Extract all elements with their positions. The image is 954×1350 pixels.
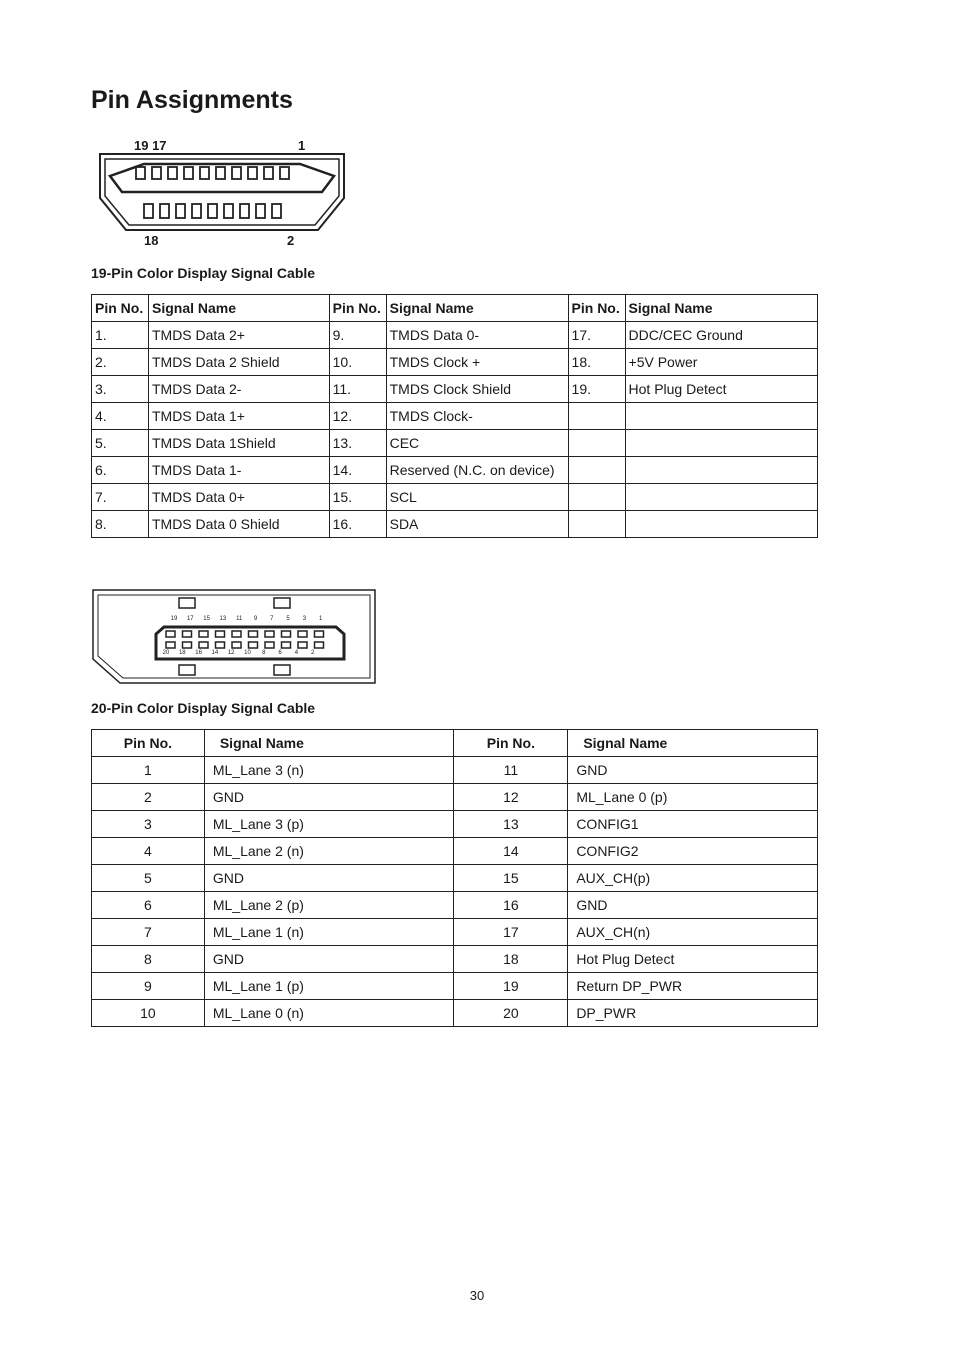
signal-name-cell: Hot Plug Detect bbox=[568, 946, 818, 973]
hdmi-pin bbox=[192, 204, 201, 218]
column-header-pin-no: Pin No. bbox=[92, 295, 149, 322]
table-row bbox=[92, 973, 818, 1000]
signal-name-cell: CONFIG1 bbox=[568, 811, 818, 838]
dp-pin bbox=[183, 631, 192, 637]
signal-name-cell: GND bbox=[204, 946, 454, 973]
dp-pin bbox=[166, 642, 175, 648]
pin-number-cell: 7. bbox=[92, 484, 149, 511]
dp-pin-label: 15 bbox=[203, 616, 210, 622]
dp-pin-label: 2 bbox=[311, 650, 315, 656]
pin-number-cell: 5. bbox=[92, 430, 149, 457]
dp-pin-label: 3 bbox=[302, 616, 307, 622]
signal-name-cell: SCL bbox=[386, 484, 568, 511]
hdmi-table-caption: 19-Pin Color Display Signal Cable bbox=[91, 265, 316, 281]
signal-name-cell: TMDS Data 1+ bbox=[148, 403, 329, 430]
signal-name-cell: TMDS Clock- bbox=[386, 403, 568, 430]
dp-pin bbox=[315, 631, 324, 637]
dp-pin bbox=[265, 631, 274, 637]
pin-number-cell: 18 bbox=[454, 946, 568, 973]
pin-number-cell: 16. bbox=[329, 511, 386, 538]
signal-name-cell: AUX_CH(p) bbox=[568, 865, 818, 892]
dp-pin-label: 6 bbox=[278, 650, 282, 656]
pin-number-cell: 8. bbox=[92, 511, 149, 538]
page-title: Pin Assignments bbox=[91, 86, 293, 114]
dp-pin bbox=[265, 642, 274, 648]
page-number: 30 bbox=[469, 1288, 485, 1303]
dp-pin bbox=[282, 631, 291, 637]
hdmi-pin bbox=[224, 204, 233, 218]
pin-number-cell bbox=[568, 403, 625, 430]
table-row bbox=[92, 1000, 818, 1027]
hdmi-pin bbox=[144, 204, 153, 218]
hdmi-pin bbox=[176, 204, 185, 218]
signal-name-cell: AUX_CH(n) bbox=[568, 919, 818, 946]
pin-number-cell: 11. bbox=[329, 376, 386, 403]
dp-pin-label: 1 bbox=[319, 616, 323, 622]
dp-pin-label: 5 bbox=[286, 616, 290, 622]
signal-name-cell: TMDS Data 2- bbox=[148, 376, 329, 403]
signal-name-cell: SDA bbox=[386, 511, 568, 538]
dp-pin-label: 10 bbox=[244, 650, 251, 656]
dp-pin bbox=[232, 642, 241, 648]
table-row bbox=[92, 349, 818, 376]
table-row bbox=[92, 757, 818, 784]
column-header-signal-name: Signal Name bbox=[625, 295, 817, 322]
pin-number-cell: 13. bbox=[329, 430, 386, 457]
dp-pin bbox=[216, 642, 225, 648]
displayport-connector-diagram bbox=[90, 587, 378, 687]
pin-number-cell: 17. bbox=[568, 322, 625, 349]
pin-number-cell: 15. bbox=[329, 484, 386, 511]
dp-pin-table bbox=[91, 729, 818, 1027]
dp-pin bbox=[249, 631, 258, 637]
table-row bbox=[92, 865, 818, 892]
dp-table-caption: 20-Pin Color Display Signal Cable bbox=[91, 700, 316, 716]
pin-number-cell: 6 bbox=[92, 892, 205, 919]
column-header-signal-name: Signal Name bbox=[568, 730, 818, 757]
signal-name-cell: ML_Lane 0 (p) bbox=[568, 784, 818, 811]
signal-name-cell: DP_PWR bbox=[568, 1000, 818, 1027]
table-row bbox=[92, 376, 818, 403]
hdmi-pin bbox=[240, 204, 249, 218]
column-header-pin-no: Pin No. bbox=[92, 730, 205, 757]
dp-pin bbox=[249, 642, 258, 648]
table-row bbox=[92, 511, 818, 538]
signal-name-cell: GND bbox=[204, 784, 454, 811]
table-row bbox=[92, 811, 818, 838]
hdmi-pin-label-1: 1 bbox=[298, 138, 306, 153]
signal-name-cell bbox=[625, 430, 817, 457]
dp-pin-label: 20 bbox=[162, 650, 170, 656]
signal-name-cell: +5V Power bbox=[625, 349, 817, 376]
pin-number-cell: 17 bbox=[454, 919, 568, 946]
pin-number-cell: 8 bbox=[92, 946, 205, 973]
hdmi-pin-label-18: 18 bbox=[144, 233, 159, 248]
pin-number-cell: 11 bbox=[454, 757, 568, 784]
pin-number-cell: 1 bbox=[92, 757, 205, 784]
pin-number-cell: 3 bbox=[92, 811, 205, 838]
pin-number-cell: 2 bbox=[92, 784, 205, 811]
pin-number-cell: 1. bbox=[92, 322, 149, 349]
table-row bbox=[92, 892, 818, 919]
signal-name-cell: GND bbox=[204, 865, 454, 892]
table-row bbox=[92, 919, 818, 946]
pin-number-cell: 18. bbox=[568, 349, 625, 376]
signal-name-cell bbox=[625, 511, 817, 538]
signal-name-cell: GND bbox=[568, 892, 818, 919]
pin-number-cell: 13 bbox=[454, 811, 568, 838]
signal-name-cell: TMDS Clock + bbox=[386, 349, 568, 376]
signal-name-cell: CONFIG2 bbox=[568, 838, 818, 865]
pin-number-cell: 14. bbox=[329, 457, 386, 484]
pin-number-cell: 12 bbox=[454, 784, 568, 811]
column-header-pin-no: Pin No. bbox=[454, 730, 568, 757]
table-row bbox=[92, 322, 818, 349]
dp-pin bbox=[166, 631, 175, 637]
hdmi-pin bbox=[264, 167, 273, 179]
signal-name-cell: TMDS Data 1- bbox=[148, 457, 329, 484]
dp-pin bbox=[298, 642, 307, 648]
dp-pin-label: 16 bbox=[195, 650, 202, 656]
signal-name-cell: ML_Lane 1 (n) bbox=[204, 919, 454, 946]
dp-pin-label: 19 bbox=[170, 616, 178, 622]
table-row bbox=[92, 430, 818, 457]
signal-name-cell: TMDS Data 1Shield bbox=[148, 430, 329, 457]
hdmi-pin bbox=[160, 204, 169, 218]
dp-pin-label: 9 bbox=[253, 616, 258, 622]
column-header-pin-no: Pin No. bbox=[568, 295, 625, 322]
hdmi-pin bbox=[256, 204, 265, 218]
column-header-signal-name: Signal Name bbox=[204, 730, 454, 757]
dp-pin-label: 13 bbox=[219, 616, 227, 622]
hdmi-pin bbox=[216, 167, 225, 179]
dp-pin-label: 14 bbox=[211, 650, 219, 656]
hdmi-pin-label-2: 2 bbox=[287, 233, 295, 248]
pin-number-cell: 5 bbox=[92, 865, 205, 892]
pin-number-cell: 19 bbox=[454, 973, 568, 1000]
dp-pin bbox=[282, 642, 291, 648]
hdmi-pin bbox=[168, 167, 177, 179]
signal-name-cell: ML_Lane 3 (p) bbox=[204, 811, 454, 838]
pin-number-cell bbox=[568, 430, 625, 457]
hdmi-pin bbox=[272, 204, 281, 218]
pin-number-cell: 4. bbox=[92, 403, 149, 430]
pin-number-cell bbox=[568, 511, 625, 538]
pin-number-cell: 9 bbox=[92, 973, 205, 1000]
hdmi-connector-outline bbox=[96, 150, 348, 236]
dp-pin-label: 12 bbox=[227, 650, 235, 656]
column-header-signal-name: Signal Name bbox=[386, 295, 568, 322]
dp-pin bbox=[199, 631, 208, 637]
dp-pin-label: 11 bbox=[236, 616, 243, 622]
column-header-signal-name: Signal Name bbox=[148, 295, 329, 322]
pin-number-cell: 10. bbox=[329, 349, 386, 376]
dp-pin-label: 18 bbox=[178, 650, 186, 656]
pin-number-cell: 16 bbox=[454, 892, 568, 919]
table-header-row bbox=[92, 295, 818, 322]
hdmi-pin bbox=[280, 167, 289, 179]
signal-name-cell: ML_Lane 2 (n) bbox=[204, 838, 454, 865]
column-header-pin-no: Pin No. bbox=[329, 295, 386, 322]
pin-number-cell bbox=[568, 484, 625, 511]
hdmi-pin bbox=[248, 167, 257, 179]
hdmi-pin-table bbox=[91, 294, 818, 538]
table-row bbox=[92, 838, 818, 865]
hdmi-pin-label-19-17: 19 17 bbox=[134, 138, 167, 153]
table-row bbox=[92, 946, 818, 973]
pin-number-cell: 6. bbox=[92, 457, 149, 484]
dp-pin bbox=[298, 631, 307, 637]
signal-name-cell: TMDS Data 0+ bbox=[148, 484, 329, 511]
signal-name-cell: TMDS Data 2 Shield bbox=[148, 349, 329, 376]
hdmi-pin bbox=[136, 167, 145, 179]
dp-pin bbox=[183, 642, 192, 648]
pin-number-cell: 4 bbox=[92, 838, 205, 865]
hdmi-pin bbox=[200, 167, 209, 179]
pin-number-cell: 20 bbox=[454, 1000, 568, 1027]
signal-name-cell: Reserved (N.C. on device) bbox=[386, 457, 568, 484]
signal-name-cell bbox=[625, 403, 817, 430]
pin-number-cell: 15 bbox=[454, 865, 568, 892]
signal-name-cell: Hot Plug Detect bbox=[625, 376, 817, 403]
signal-name-cell: TMDS Data 0- bbox=[386, 322, 568, 349]
hdmi-pin bbox=[232, 167, 241, 179]
signal-name-cell: TMDS Data 0 Shield bbox=[148, 511, 329, 538]
dp-pin-label: 17 bbox=[186, 616, 194, 622]
table-row bbox=[92, 403, 818, 430]
signal-name-cell: GND bbox=[568, 757, 818, 784]
pin-number-cell: 10 bbox=[92, 1000, 205, 1027]
signal-name-cell: DDC/CEC Ground bbox=[625, 322, 817, 349]
signal-name-cell: TMDS Data 2+ bbox=[148, 322, 329, 349]
dp-pin bbox=[216, 631, 225, 637]
signal-name-cell: Return DP_PWR bbox=[568, 973, 818, 1000]
signal-name-cell bbox=[625, 457, 817, 484]
dp-pin-label: 4 bbox=[294, 650, 299, 656]
signal-name-cell: CEC bbox=[386, 430, 568, 457]
pin-number-cell: 14 bbox=[454, 838, 568, 865]
signal-name-cell: ML_Lane 2 (p) bbox=[204, 892, 454, 919]
pin-number-cell: 3. bbox=[92, 376, 149, 403]
hdmi-pin bbox=[208, 204, 217, 218]
pin-number-cell: 12. bbox=[329, 403, 386, 430]
table-row bbox=[92, 457, 818, 484]
pin-number-cell bbox=[568, 457, 625, 484]
pin-number-cell: 9. bbox=[329, 322, 386, 349]
signal-name-cell bbox=[625, 484, 817, 511]
signal-name-cell: ML_Lane 3 (n) bbox=[204, 757, 454, 784]
table-row bbox=[92, 484, 818, 511]
dp-pin-label: 8 bbox=[262, 650, 266, 656]
hdmi-pin bbox=[184, 167, 193, 179]
table-row bbox=[92, 784, 818, 811]
pin-number-cell: 19. bbox=[568, 376, 625, 403]
dp-pin bbox=[315, 642, 324, 648]
signal-name-cell: ML_Lane 1 (p) bbox=[204, 973, 454, 1000]
signal-name-cell: ML_Lane 0 (n) bbox=[204, 1000, 454, 1027]
dp-pin bbox=[232, 631, 241, 637]
hdmi-pin bbox=[152, 167, 161, 179]
table-header-row bbox=[92, 730, 818, 757]
signal-name-cell: TMDS Clock Shield bbox=[386, 376, 568, 403]
dp-pin bbox=[199, 642, 208, 648]
pin-number-cell: 2. bbox=[92, 349, 149, 376]
pin-number-cell: 7 bbox=[92, 919, 205, 946]
dp-pin-label: 7 bbox=[270, 616, 274, 622]
